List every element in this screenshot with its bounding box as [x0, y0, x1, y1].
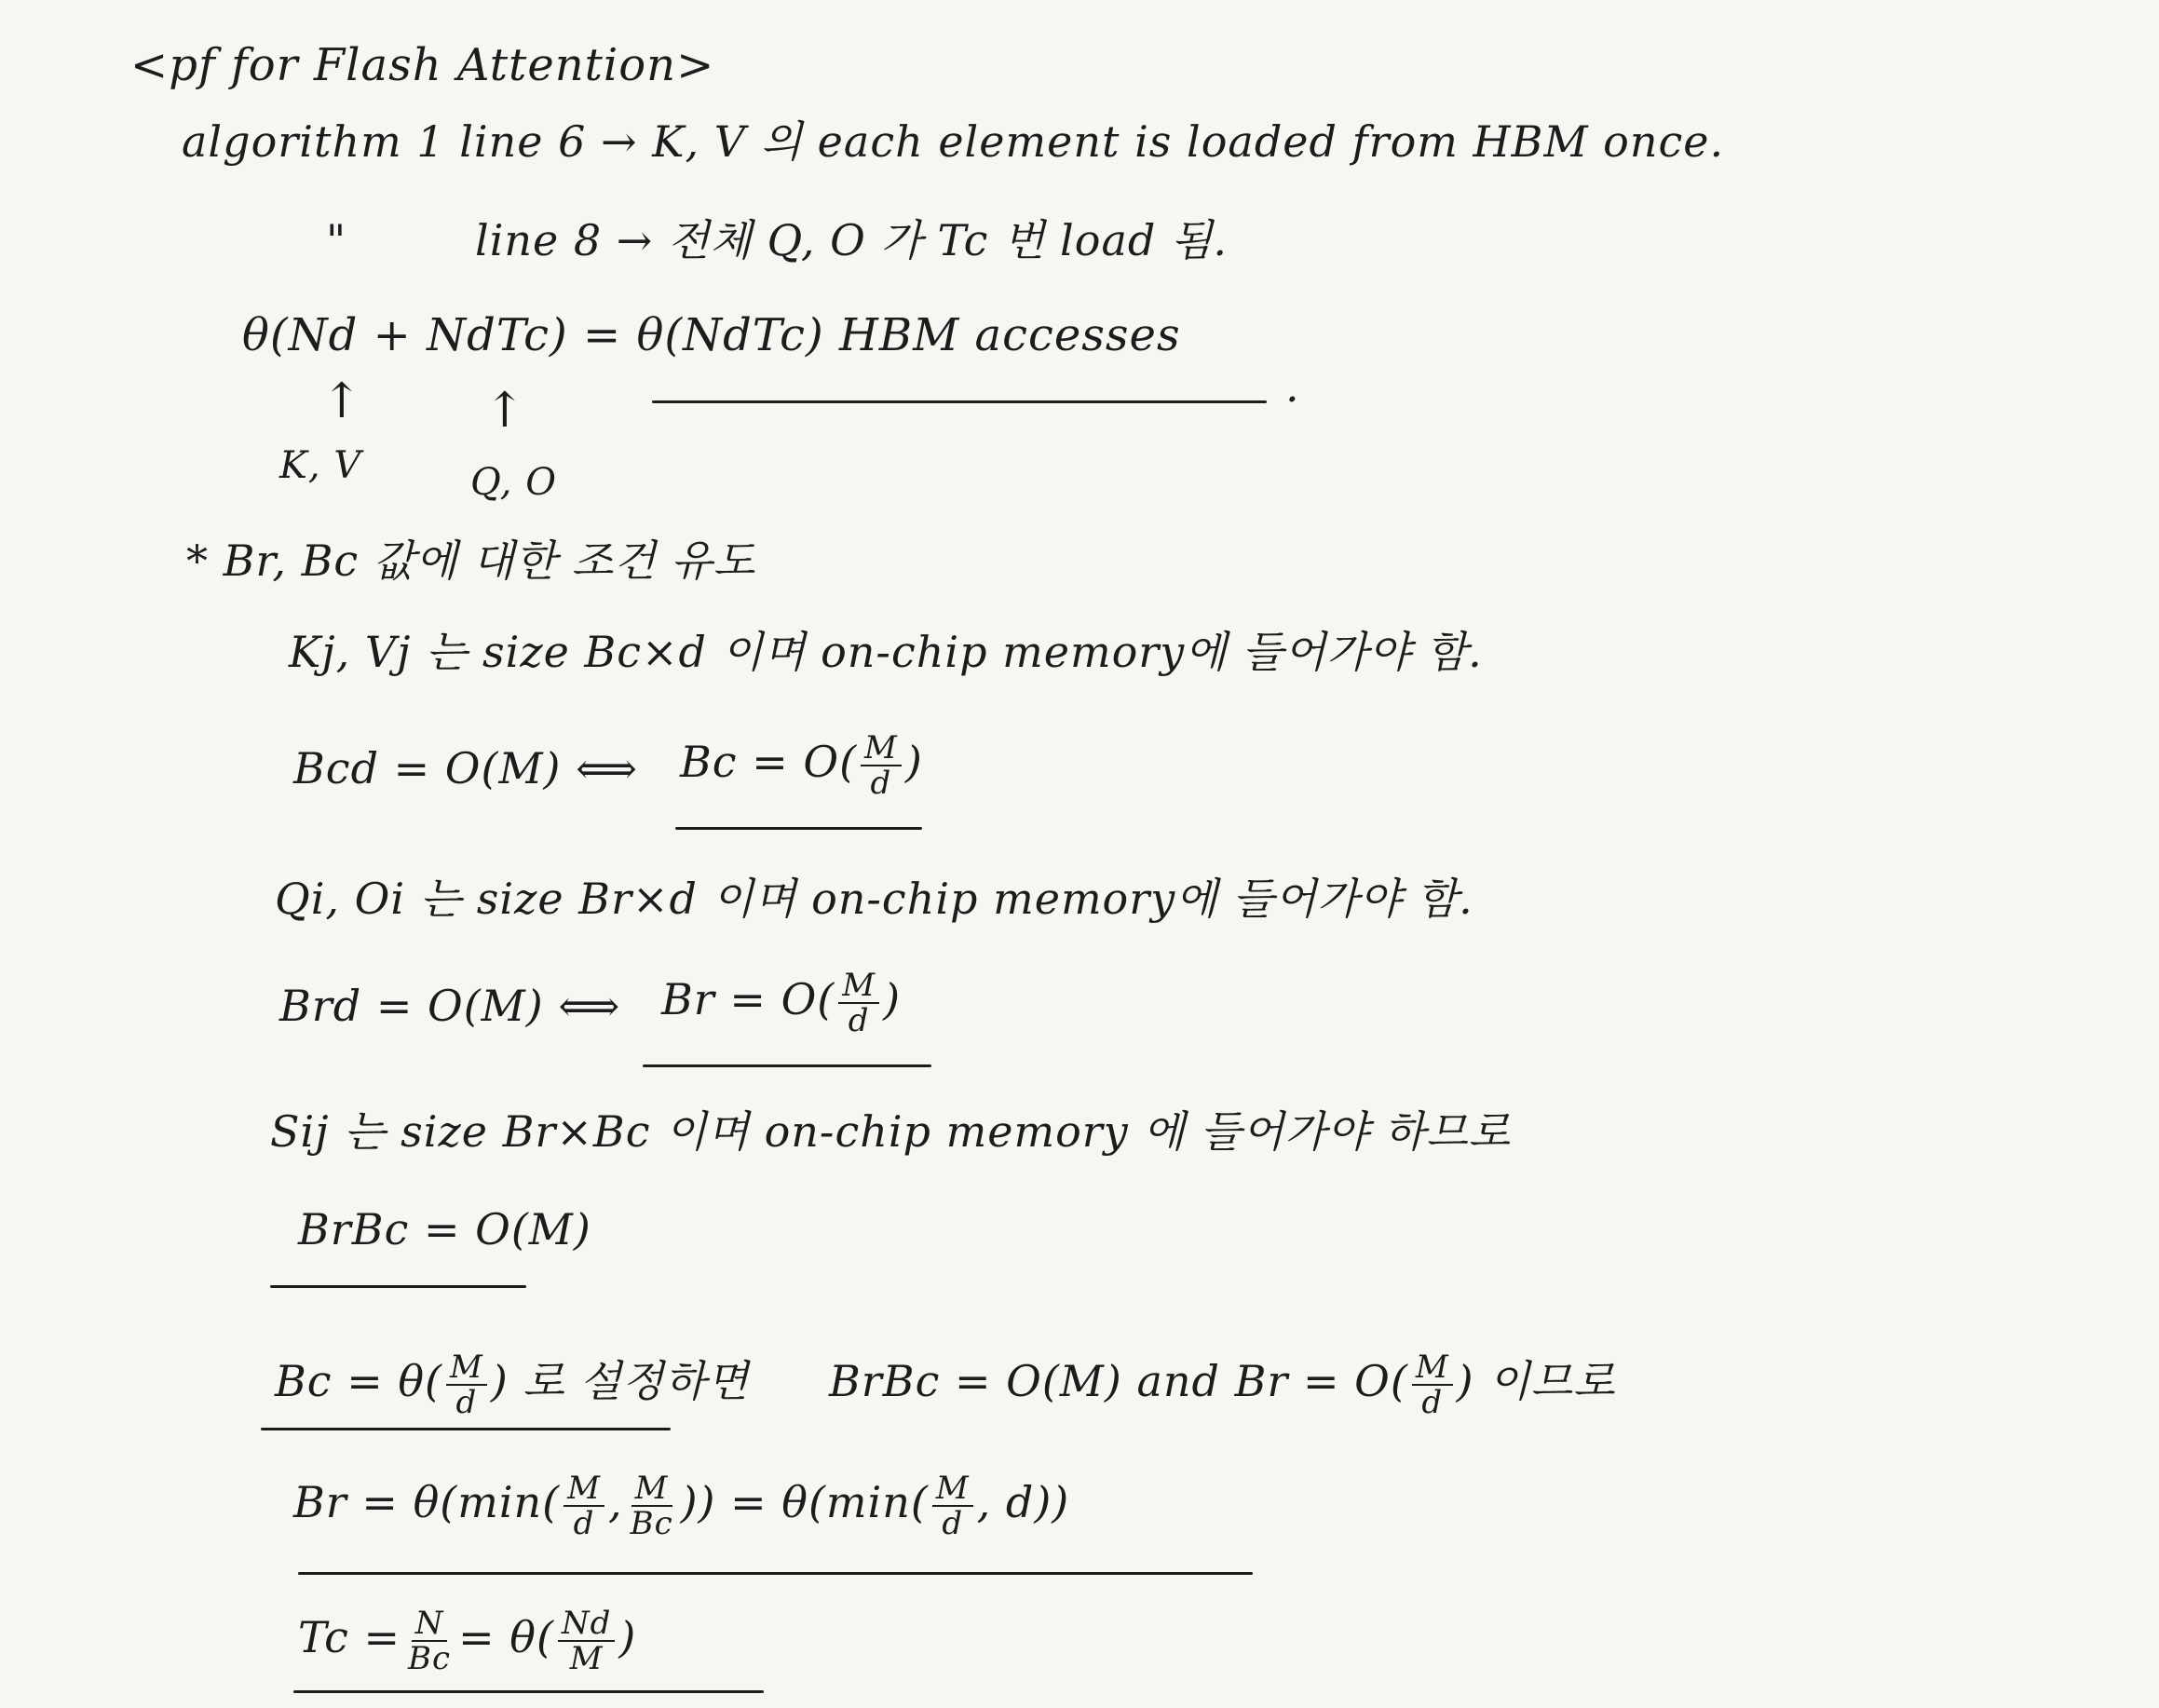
setting-text-d: ) 이므로: [1456, 1356, 1616, 1406]
label-kv: K, V: [279, 444, 362, 487]
fraction-m-over-d: [564, 1471, 604, 1540]
fraction-n-over-bc: [404, 1606, 455, 1675]
fraction-den: d: [870, 765, 892, 802]
fraction-num: M: [1412, 1350, 1453, 1386]
setting-line-right: [829, 1350, 1616, 1419]
fraction-num: Nd: [558, 1606, 616, 1642]
tc-result-line: [298, 1606, 636, 1675]
fraction-den: Bc: [408, 1640, 452, 1677]
note-line-qo-size: Qi, Oi 는 size Br×d 이며 on-chip memory에 들어가야 함.: [275, 874, 1473, 924]
fraction-den: d: [1421, 1384, 1444, 1421]
page-title: <pf for Flash Attention>: [130, 39, 715, 91]
br-result-c: )) = θ(min(: [680, 1477, 929, 1527]
fraction-num: M: [446, 1350, 487, 1386]
fraction-den: M: [569, 1640, 604, 1677]
fraction-num: M: [631, 1471, 672, 1507]
fraction-den: d: [942, 1505, 964, 1542]
fraction-num: M: [838, 969, 879, 1004]
close-paren: ): [904, 737, 923, 787]
up-arrow-kv: ↑: [321, 373, 362, 429]
setting-underline: [261, 1428, 671, 1430]
br-underline: [643, 1064, 931, 1067]
condition-heading: * Br, Bc 값에 대한 조건 유도: [186, 535, 756, 586]
br-equiv-right: [661, 969, 901, 1037]
bc-equiv-left: Bcd = O(M) ⟺: [293, 743, 639, 793]
tc-result-underline: [293, 1690, 764, 1693]
fraction-m-over-d: [838, 969, 879, 1037]
up-arrow-qo: ↑: [484, 383, 525, 439]
setting-text-b: ) 로 설정하면: [490, 1356, 750, 1406]
br-result-d: , d)): [976, 1477, 1070, 1527]
brbc-underline: [270, 1285, 526, 1288]
brbc-equation: BrBc = O(M): [298, 1204, 591, 1254]
br-equiv-left: Brd = O(M) ⟺: [279, 981, 621, 1031]
trailing-dot: .: [1285, 361, 1300, 412]
fraction-num: M: [861, 731, 902, 766]
bc-equiv-right: [680, 731, 923, 800]
br-equiv-text: Br = O(: [661, 974, 835, 1024]
tc-result-a: Tc =: [298, 1612, 401, 1662]
fraction-num: M: [932, 1471, 973, 1507]
fraction-num: N: [412, 1606, 448, 1642]
setting-text-c: BrBc = O(M) and Br = O(: [829, 1356, 1408, 1406]
tc-result-b: = θ(: [458, 1612, 554, 1662]
fraction-m-over-d: [446, 1350, 487, 1419]
fraction-m-over-d: [1412, 1350, 1453, 1419]
note-line-2: line 8 → 전체 Q, O 가 Tc 번 load 됨.: [475, 215, 1229, 265]
fraction-den: d: [455, 1384, 478, 1421]
bc-equiv-text: Bc = O(: [680, 737, 858, 787]
br-result-underline: [298, 1572, 1253, 1575]
fraction-den: d: [848, 1002, 870, 1039]
note-line-1: algorithm 1 line 6 → K, V 의 each element is loaded from HBM once.: [182, 116, 1725, 167]
fraction-num: M: [564, 1471, 604, 1507]
note-line-kv-size: Kj, Vj 는 size Bc×d 이며 on-chip memory에 들어가야 함.: [289, 627, 1483, 677]
bc-underline: [675, 827, 922, 830]
close-paren: ): [883, 974, 902, 1024]
fraction-nd-over-m: [558, 1606, 616, 1675]
setting-text-a: Bc = θ(: [275, 1356, 442, 1406]
fraction-den: Bc: [630, 1505, 673, 1542]
fraction-m-over-bc: [627, 1471, 677, 1540]
label-qo: Q, O: [470, 461, 558, 504]
complexity-equation: θ(Nd + NdTc) = θ(NdTc) HBM accesses: [242, 309, 1181, 361]
br-result-b: ,: [607, 1477, 623, 1527]
note-line-s-size: Sij 는 size Br×Bc 이며 on-chip memory 에 들어가야 하므로: [270, 1106, 1512, 1157]
complexity-underline: [652, 400, 1267, 403]
fraction-m-over-d: [861, 731, 902, 800]
ditto-mark: ": [326, 215, 347, 265]
br-result-line: [293, 1471, 1069, 1540]
setting-line: [275, 1350, 749, 1419]
fraction-m-over-d: [932, 1471, 973, 1540]
tc-result-c: ): [618, 1612, 637, 1662]
br-result-a: Br = θ(min(: [293, 1477, 561, 1527]
fraction-den: d: [573, 1505, 595, 1542]
